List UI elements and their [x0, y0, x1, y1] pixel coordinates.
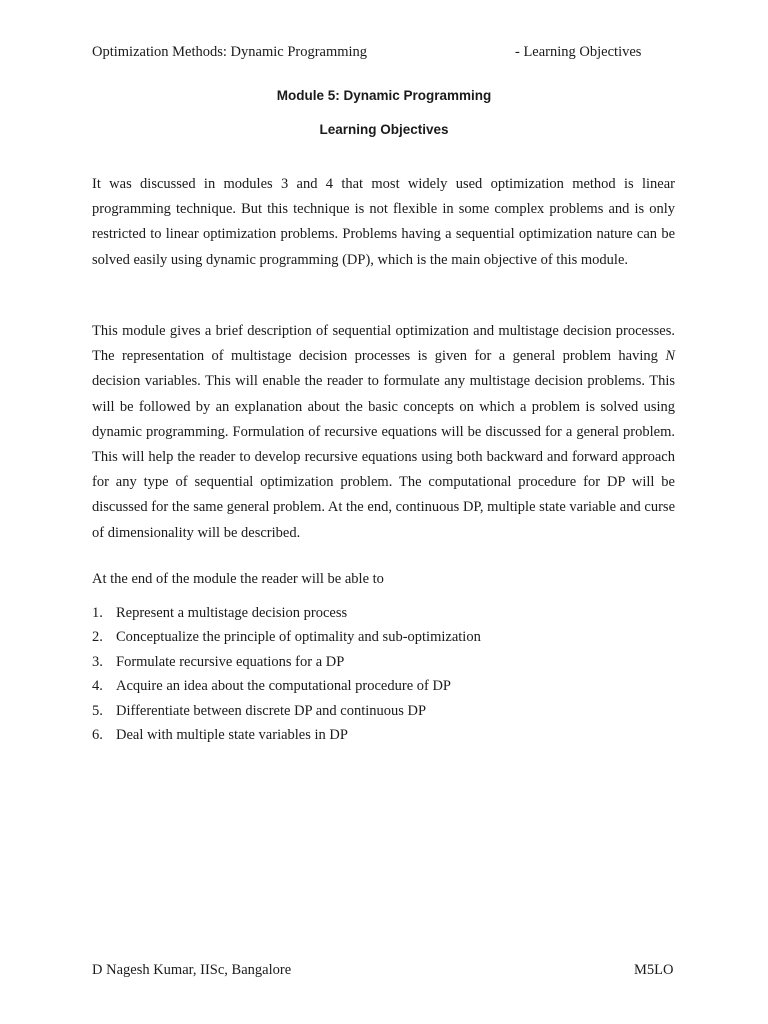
running-header-section: - Learning Objectives — [515, 44, 642, 60]
list-item-number: 1. — [92, 605, 103, 621]
list-item-text: Represent a multistage decision process — [116, 605, 348, 621]
list-item-text: Deal with multiple state variables in DP — [116, 726, 348, 743]
variable-n: N — [665, 348, 675, 365]
list-item-text: Acquire an idea about the computational procedure of DP — [116, 678, 451, 695]
list-item — [92, 676, 481, 700]
list-item — [92, 603, 481, 627]
footer-author: D Nagesh Kumar, IISc, Bangalore — [92, 962, 292, 978]
list-item-number: 4. — [92, 678, 103, 695]
section-title: Learning Objectives — [319, 122, 449, 137]
objectives-intro: At the end of the module the reader will be able to — [92, 571, 384, 587]
module-title: Module 5: Dynamic Programming — [276, 88, 492, 103]
list-item-number: 6. — [92, 726, 103, 743]
list-item-text: Formulate recursive equations for a DP — [116, 653, 345, 670]
list-item — [92, 725, 481, 749]
list-item-number: 3. — [92, 653, 103, 670]
list-item — [92, 701, 481, 725]
objectives-list — [92, 603, 481, 749]
list-item-number: 5. — [92, 702, 103, 719]
footer-page-code: M5LO — [634, 962, 674, 978]
list-item-text: Conceptualize the principle of optimality and sub-optimization — [116, 629, 481, 646]
list-item-number: 2. — [92, 629, 103, 646]
description-paragraph — [92, 319, 675, 546]
intro-paragraph: It was discussed in modules 3 and 4 that most widely used optimization method is linear programming technique. But this technique is not flexible in some complex problems and is only restricted to linear optimization problems. Problems having a sequential optimization nature can be solved easily using dynamic programming (DP), which is the main objective of this module. — [92, 176, 675, 268]
description-text-part-1: This module gives a brief description of sequential optimization and multistage decision processes. The representation of multistage decision processes is given for a general problem having — [92, 323, 675, 365]
list-item-text: Differentiate between discrete DP and continuous DP — [116, 702, 427, 719]
running-header-title: Optimization Methods: Dynamic Programming — [92, 44, 368, 60]
list-item — [92, 627, 481, 651]
description-text-part-2: decision variables. This will enable the reader to formulate any multistage decision problems. This will be followed by an explanation about the basic concepts on which a problem is solved using dynamic programming. Formulation of recursive equations will be discussed for a general problem. This will help the reader to develop recursive equations using both backward and forward approach for any type of sequential optimization problem. The computational procedure for DP will be discussed for the same general problem. At the end, continuous DP, multiple state variable and curse of dimensionality will be described. — [92, 373, 675, 541]
list-item — [92, 652, 481, 676]
